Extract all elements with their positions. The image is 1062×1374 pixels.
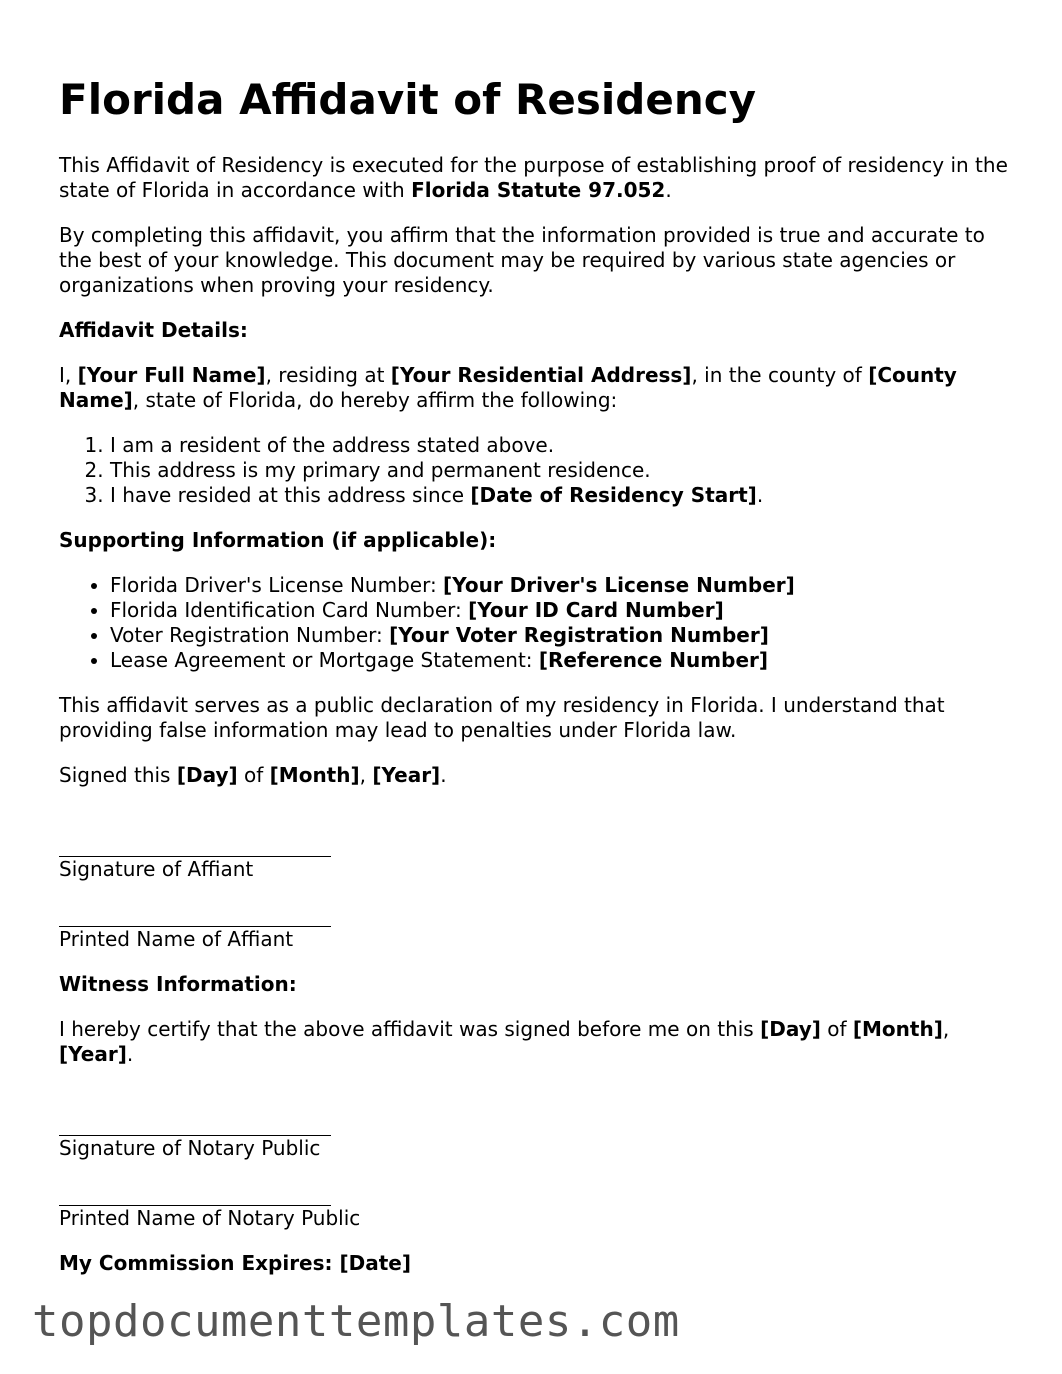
printed-name-line[interactable] — [59, 902, 331, 927]
notary-printed-label: Printed Name of Notary Public — [59, 1206, 361, 1230]
affirmation-paragraph: By completing this affidavit, you affirm that the information provided is true and accurate to the best of your knowledge. This document may be required by various state agencies or organizations when proving your residency. — [59, 223, 985, 297]
voter-registration-placeholder: [Your Voter Registration Number] — [389, 623, 769, 647]
year-placeholder: [Year] — [59, 1042, 127, 1066]
list-item — [110, 458, 1019, 483]
witness-text: of — [820, 1017, 853, 1041]
document-page — [59, 72, 1019, 1296]
signature-line[interactable] — [59, 1111, 331, 1136]
commission-expiry: My Commission Expires: [Date] — [59, 1251, 411, 1275]
affiant-printed-name-block — [59, 902, 1019, 952]
printed-name-line[interactable] — [59, 1181, 331, 1206]
list-item — [110, 573, 1019, 598]
page-title: Florida Affidavit of Residency — [59, 75, 756, 124]
affiant-signature-label: Signature of Affiant — [59, 857, 254, 881]
list-item-label: Voter Registration Number: — [110, 623, 390, 647]
signed-date-line — [59, 763, 1019, 788]
list-item-text: This address is my primary and permanent residence. — [110, 458, 651, 482]
site-watermark: topdocumenttemplates.com — [32, 1296, 680, 1347]
intro-text: This Affidavit of Residency is executed for the purpose of establishing proof of residency in the state of Florida in accordance with — [59, 153, 1008, 202]
list-item-label: Florida Driver's License Number: — [110, 573, 444, 597]
day-placeholder: [Day] — [760, 1017, 821, 1041]
supporting-info-heading: Supporting Information (if applicable): — [59, 528, 497, 552]
witness-text: I hereby certify that the above affidavit was signed before me on this — [59, 1017, 761, 1041]
notary-signature-block — [59, 1111, 1019, 1161]
witness-info-heading: Witness Information: — [59, 972, 297, 996]
declaration-paragraph: This affidavit serves as a public declaration of my residency in Florida. I understand that providing false information may lead to penalties under Florida law. — [59, 693, 945, 742]
list-item — [110, 648, 1019, 673]
address-placeholder: [Your Residential Address] — [390, 363, 692, 387]
list-item — [110, 623, 1019, 648]
statement-text: , in the county of — [691, 363, 869, 387]
list-item — [110, 598, 1019, 623]
affirmation-statement — [59, 363, 1019, 413]
statement-text: , state of Florida, do hereby affirm the following: — [132, 388, 618, 412]
list-item-text: I have resided at this address since — [110, 483, 471, 507]
witness-certification — [59, 1017, 1019, 1067]
intro-paragraph — [59, 153, 1019, 203]
drivers-license-placeholder: [Your Driver's License Number] — [443, 573, 795, 597]
list-item — [110, 433, 1019, 458]
affidavit-details-heading: Affidavit Details: — [59, 318, 248, 342]
county-placeholder: [County Name] — [59, 363, 957, 412]
witness-text: , — [942, 1017, 950, 1041]
list-item-text: I am a resident of the address stated above. — [110, 433, 555, 457]
supporting-info-list — [59, 573, 1019, 673]
intro-end: . — [665, 178, 672, 202]
list-item — [110, 483, 1019, 508]
signed-text: , — [359, 763, 373, 787]
signature-line[interactable] — [59, 832, 331, 857]
signed-text: of — [237, 763, 270, 787]
affirmation-list — [59, 433, 1019, 508]
affiant-printed-label: Printed Name of Affiant — [59, 927, 294, 951]
year-placeholder: [Year] — [372, 763, 441, 787]
full-name-placeholder: [Your Full Name] — [77, 363, 266, 387]
witness-text: . — [126, 1042, 134, 1066]
affiant-signature-block — [59, 832, 1019, 882]
list-item-label: Lease Agreement or Mortgage Statement: — [110, 648, 539, 672]
residency-start-placeholder: [Date of Residency Start] — [470, 483, 757, 507]
day-placeholder: [Day] — [176, 763, 238, 787]
notary-signature-label: Signature of Notary Public — [59, 1136, 321, 1160]
statement-text: , residing at — [265, 363, 391, 387]
signed-text: Signed this — [59, 763, 177, 787]
month-placeholder: [Month] — [269, 763, 360, 787]
id-card-placeholder: [Your ID Card Number] — [468, 598, 724, 622]
notary-printed-name-block — [59, 1181, 1019, 1231]
statement-text: I, — [59, 363, 78, 387]
statute-reference: Florida Statute 97.052 — [411, 178, 666, 202]
month-placeholder: [Month] — [852, 1017, 943, 1041]
list-item-label: Florida Identification Card Number: — [110, 598, 469, 622]
signed-text: . — [440, 763, 447, 787]
reference-number-placeholder: [Reference Number] — [538, 648, 769, 672]
list-item-text: . — [756, 483, 764, 507]
